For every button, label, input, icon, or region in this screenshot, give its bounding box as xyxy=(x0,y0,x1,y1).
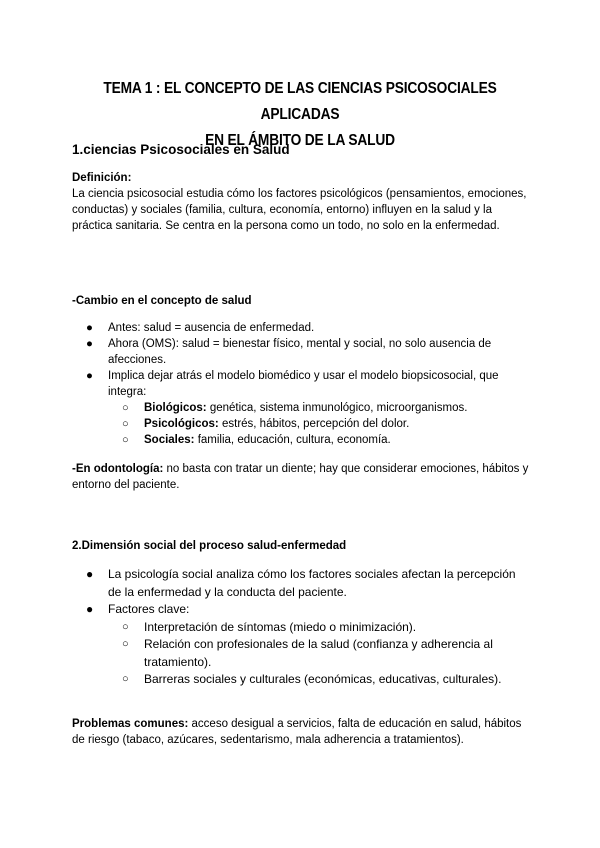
odontologia-label: -En odontología: xyxy=(72,463,164,475)
sublist-item: ○ Psicológicos: estrés, hábitos, percepción del dolor. xyxy=(122,418,410,430)
model-sublist xyxy=(108,400,532,448)
problemas-paragraph xyxy=(72,716,532,748)
sub-bullet-icon: ○ xyxy=(122,434,129,446)
sub-bullet-icon: ○ xyxy=(122,638,129,650)
problemas-text: acceso desigual a servicios, falta de educación en salud, hábitos de riesgo (tabaco, azúcares, sedentarismo, mala adherencia a tratamientos). xyxy=(72,718,522,746)
problemas-label: Problemas comunes: xyxy=(72,718,189,730)
list-item: ● Antes: salud = ausencia de enfermedad. xyxy=(86,322,315,334)
section-2-heading: 2.Dimensión social del proceso salud-enfermedad xyxy=(72,540,347,552)
bullet-icon: ● xyxy=(86,322,93,334)
bullet-icon: ● xyxy=(86,602,94,616)
dimension-list xyxy=(72,566,532,689)
bullet-icon: ● xyxy=(86,370,93,382)
sublist-item: ○ Relación con profesionales de la salud (confianza y adherencia al tratamiento). xyxy=(122,637,493,669)
bullet-icon: ● xyxy=(86,338,93,350)
section-1-heading: 1.ciencias Psicosociales en Salud xyxy=(72,142,290,157)
title-line-2: EN EL ÁMBITO DE LA SALUD xyxy=(205,132,395,149)
sub-bullet-icon: ○ xyxy=(122,418,129,430)
sublist-item: ○ Sociales: familia, educación, cultura, economía. xyxy=(122,434,391,446)
sub-bullet-icon: ○ xyxy=(122,620,129,633)
definition-block xyxy=(72,170,532,234)
sub-bullet-icon: ○ xyxy=(122,402,129,414)
list-item: ● La psicología social analiza cómo los factores sociales afectan la percepción de la enfermedad y la conducta del paciente. xyxy=(86,567,516,599)
list-item: ● Implica dejar atrás el modelo biomédico y usar el modelo biopsicosocial, que integra: ○ Biológicos: genética, sistema inmunológico, microorganismos. ○ Psicológicos: estrés, hábitos, percepción del dolor. ○ Sociales: familia, educación, cultura, economía. xyxy=(72,368,532,448)
factores-sublist xyxy=(108,619,532,689)
odontologia-text: no basta con tratar un diente; hay que considerar emociones, hábitos y entorno del paciente. xyxy=(72,463,529,491)
odontologia-paragraph xyxy=(72,461,532,493)
cambio-heading: -Cambio en el concepto de salud xyxy=(72,295,252,307)
cambio-list xyxy=(72,320,532,448)
list-item: ● Ahora (OMS): salud = bienestar físico, mental y social, no solo ausencia de afecciones. xyxy=(86,338,492,366)
sublist-item: ○ Barreras sociales y culturales (económicas, educativas, culturales). xyxy=(108,671,532,689)
bullet-icon: ● xyxy=(86,567,94,581)
sublist-item: ○ Interpretación de síntomas (miedo o minimización). xyxy=(108,619,532,637)
sub-bullet-icon: ○ xyxy=(122,673,129,685)
sublist-item: ○ Biológicos: genética, sistema inmunológico, microorganismos. xyxy=(122,402,468,414)
definition-label: Definición: xyxy=(72,172,132,184)
title-line-1: TEMA 1 : EL CONCEPTO DE LAS CIENCIAS PSICOSOCIALES APLICADAS xyxy=(103,80,497,123)
list-item: ● Factores clave: ○ Interpretación de síntomas (miedo o minimización). ○ Relación con profesionales de la salud (confianza y adherencia al tratamiento). ○ Barreras sociales y culturales (económicas, educativas, culturales). xyxy=(72,601,532,689)
definition-text: La ciencia psicosocial estudia cómo los factores psicológicos (pensamientos, emociones, conductas) y sociales (familia, cultura, economía, entorno) influyen en la salud y la práctica sanitaria. Se centra en la persona como un todo, no solo en la enfermedad. xyxy=(72,188,527,232)
